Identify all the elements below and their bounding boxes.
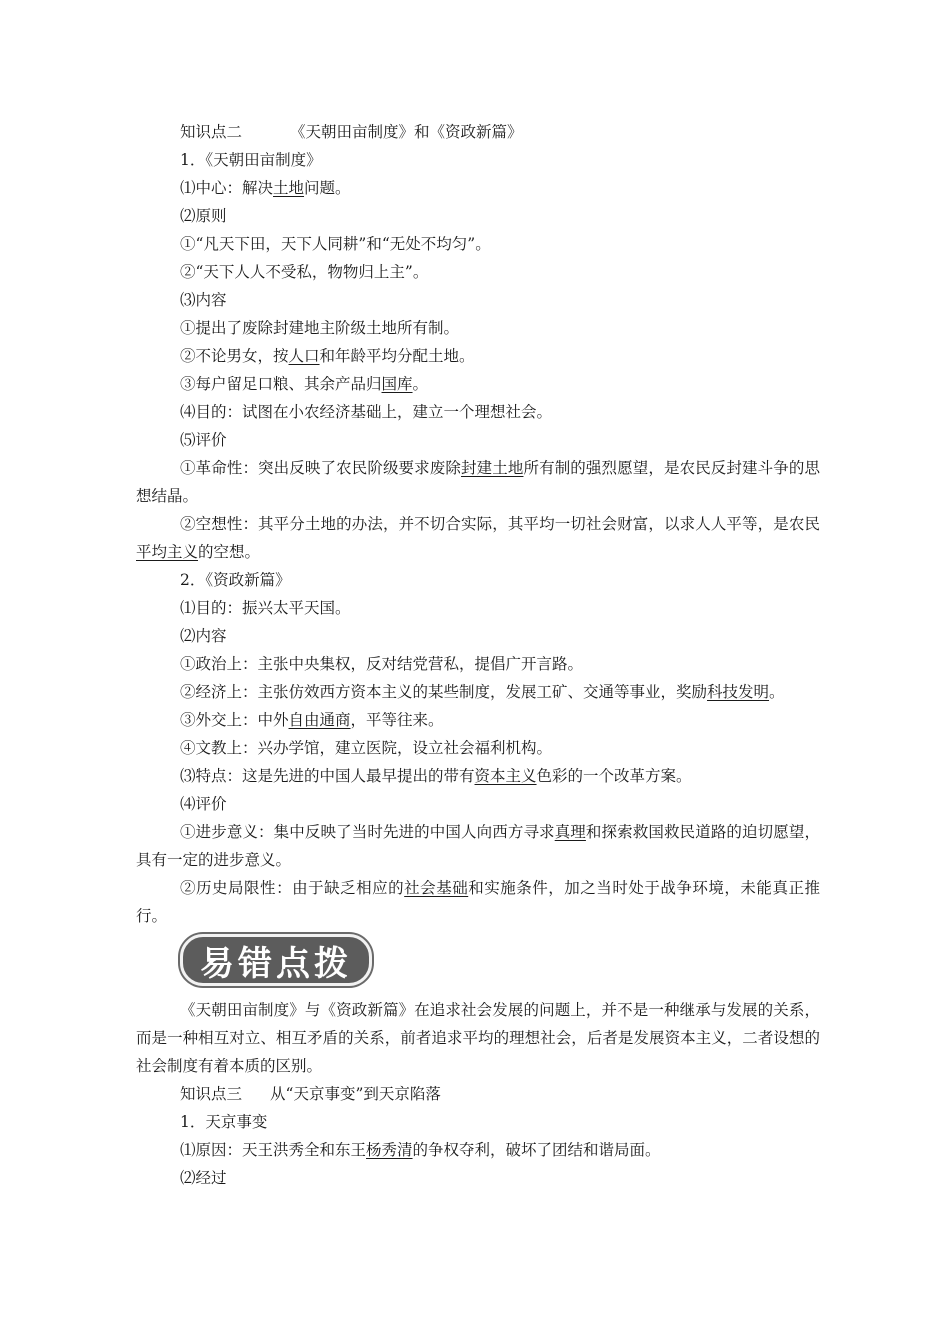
- text-line: ⑷评价: [180, 795, 227, 813]
- section-heading: 《天朝田亩制度》和《资政新篇》: [290, 123, 523, 141]
- tip-paragraph: 《天朝田亩制度》与《资政新篇》在追求社会发展的问题上，并不是一种继承与发展的关系，而是一种相互对立、相互矛盾的关系，前者追求平均的理想社会，后者是发展资本主义，二者设想的社会制度有着本质的区别。: [136, 1001, 820, 1075]
- underlined-term: 自由通商: [288, 711, 351, 729]
- paragraph: ①革命性：突出反映了农民阶级要求废除封建土地所有制的强烈愿望，是农民反封建斗争的思想结晶。: [136, 459, 820, 505]
- underlined-term: 社会基础: [404, 879, 469, 897]
- text-line: ①提出了废除封建地主阶级土地所有制。: [180, 319, 460, 337]
- section-title: [136, 118, 820, 146]
- text-line: ⑵内容: [180, 627, 227, 645]
- text-line: ⑶特点：这是先进的中国人最早提出的带有资本主义色彩的一个改革方案。: [180, 767, 692, 785]
- text-line: ⑷目的：试图在小农经济基础上，建立一个理想社会。: [180, 403, 553, 421]
- section-number: 知识点三: [180, 1085, 243, 1103]
- banner-label: 易错点拨: [200, 943, 352, 984]
- text-line: ②“天下人人不受私，物物归上主”。: [180, 263, 429, 281]
- underlined-term: 科技发明: [707, 683, 770, 701]
- underlined-term: 资本主义: [474, 767, 537, 785]
- underlined-term: 国库: [381, 375, 413, 393]
- document-page: [136, 118, 820, 1192]
- text-line: ③每户留足口粮、其余产品归国库。: [180, 375, 429, 393]
- underlined-term: 土地: [273, 179, 305, 197]
- banner-pill: [180, 934, 372, 986]
- text-line: ⑴目的：振兴太平天国。: [180, 599, 351, 617]
- subheading: 1．《天朝田亩制度》: [180, 151, 322, 169]
- text-line: ⑴中心：解决土地问题。: [180, 179, 351, 197]
- tip-banner: [180, 934, 820, 996]
- text-line: ①政治上：主张中央集权，反对结党营私，提倡广开言路。: [180, 655, 584, 673]
- text-line: ②不论男女，按人口和年龄平均分配土地。: [180, 347, 475, 365]
- text-line: ⑸评价: [180, 431, 227, 449]
- paragraph: ②历史局限性：由于缺乏相应的社会基础和实施条件，加之当时处于战争环境，未能真正推行。: [136, 879, 820, 925]
- section-number: 知识点二: [180, 123, 243, 141]
- text-line: ③外交上：中外自由通商，平等往来。: [180, 711, 444, 729]
- text-line: ⑵原则: [180, 207, 227, 225]
- text-line: ⑶内容: [180, 291, 227, 309]
- underlined-term: 封建土地: [461, 459, 524, 477]
- underlined-term: 平均主义: [136, 543, 199, 561]
- text-line: ⑵经过: [180, 1169, 227, 1187]
- text-line: ①“凡天下田，天下人同耕”和“无处不均匀”。: [180, 235, 491, 253]
- section-heading: 从“天京事变”到天京陷落: [270, 1085, 441, 1103]
- underlined-term: 人口: [288, 347, 320, 365]
- underlined-term: 杨秀清: [366, 1141, 413, 1159]
- paragraph: ②经济上：主张仿效西方资本主义的某些制度，发展工矿、交通等事业，奖励科技发明。: [180, 683, 785, 701]
- section-title: [136, 1080, 820, 1108]
- subheading: 1．天京事变: [180, 1113, 268, 1131]
- subheading: 2．《资政新篇》: [180, 571, 291, 589]
- paragraph: ②空想性：其平分土地的办法，并不切合实际，其平均一切社会财富，以求人人平等，是农民平均主义的空想。: [136, 515, 820, 561]
- underlined-term: 真理: [554, 823, 586, 841]
- text-line: ④文教上：兴办学馆，建立医院，设立社会福利机构。: [180, 739, 553, 757]
- paragraph: ①进步意义：集中反映了当时先进的中国人向西方寻求真理和探索救国救民道路的迫切愿望，具有一定的进步意义。: [136, 823, 820, 869]
- text-line: ⑴原因：天王洪秀全和东王杨秀清的争权夺利，破坏了团结和谐局面。: [180, 1141, 661, 1159]
